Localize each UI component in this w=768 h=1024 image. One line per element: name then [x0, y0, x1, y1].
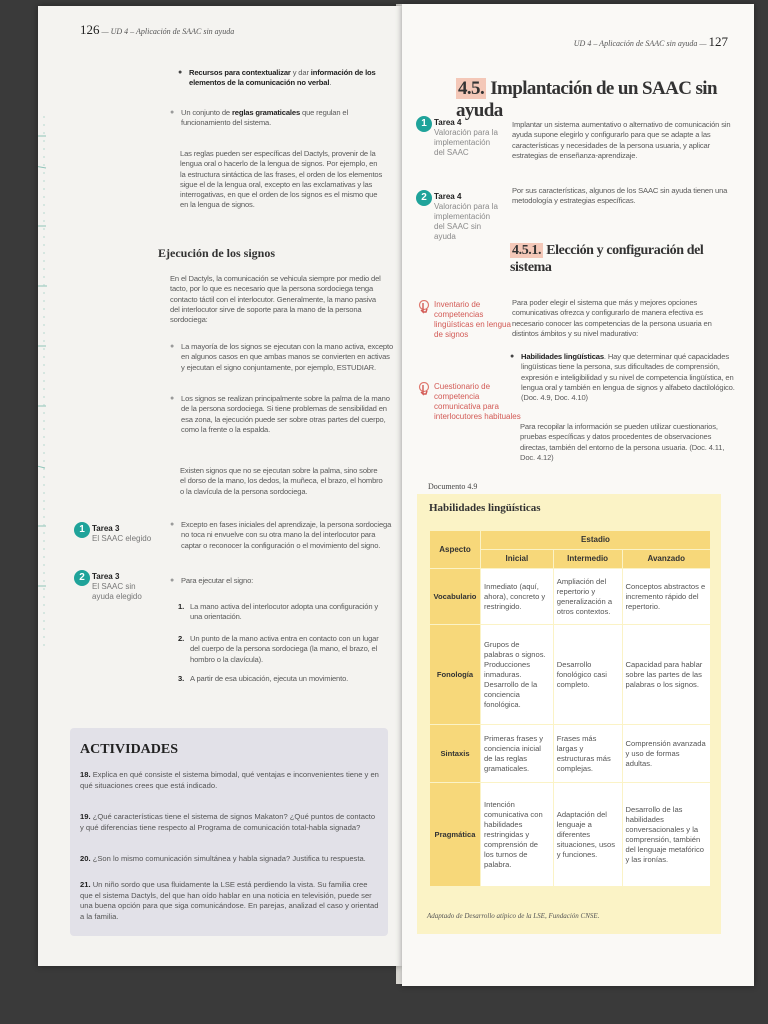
side-task-4b-sub: Valoración para la implementación del SAAC sin ayuda	[434, 202, 498, 241]
left-page-number: 126	[80, 22, 100, 37]
step-number: 1.	[178, 602, 185, 611]
side-task-4b-title: Tarea 4	[434, 192, 462, 201]
subsection-title	[510, 242, 710, 276]
task-badge-4a: 1	[416, 116, 432, 132]
subsection-title-text: Elección y configuración del sistema	[510, 243, 704, 275]
section-heading-ejecucion: Ejecución de los signos	[158, 246, 276, 260]
left-page	[38, 6, 402, 966]
table-row	[430, 569, 711, 625]
bullet-reglas-bold: reglas gramaticales	[231, 108, 301, 117]
activity-number: 18.	[80, 770, 91, 779]
task-badge-2: 2	[74, 570, 90, 586]
bullet-habilidades-text: . Hay que determinar qué capacidades lingüísticas tiene la persona, sus dificultades de comprensión, expresión e inteligibilidad y su nivel de competencia lingüística, en lengua oral y también en lengua de signos y alfabeto dactilológico. (Doc. 4.9, Doc. 4.10)	[521, 352, 735, 403]
row-header: Vocabulario	[430, 569, 481, 625]
paragraph-dactyls: En el Dactyls, la comunicación se vehicula siempre por medio del tacto, por lo que es necesario que la persona sordociega tenga contacto táctil con el interlocutor. Generalmente, la mano pasiva del interlocutor sirve de soporte para la mano de la persona sordociega:	[170, 274, 381, 325]
table-cell: Frases más largas y estructuras más complejas.	[553, 725, 622, 783]
right-page	[402, 4, 754, 986]
header-inicial: Inicial	[481, 550, 554, 569]
side-task-2-sub: El SAAC sin ayuda elegido	[92, 582, 142, 601]
side-task-4a-title: Tarea 4	[434, 118, 462, 127]
table-cell: Conceptos abstractos e incremento rápido del repertorio.	[622, 569, 711, 625]
subsection-paragraph-1: Para poder elegir el sistema que más y mejores opciones comunicativas ofrezca y configurarlo de manera efectiva es necesario conocer las competencias de la persona usuaria en distintos ámbitos y su nivel madurativo:	[512, 298, 712, 338]
table-cell: Capacidad para hablar sobre las partes de las palabras o los signos.	[622, 625, 711, 725]
step-text: La mano activa del interlocutor adopta una configuración y una orientación.	[190, 602, 379, 622]
table-cell: Desarrollo fonológico casi completo.	[553, 625, 622, 725]
section-title	[456, 78, 754, 122]
step-item	[178, 634, 384, 674]
table-header-row	[430, 531, 711, 550]
step-text: A partir de esa ubicación, ejecuta un movimiento.	[190, 674, 349, 683]
bullet-habilidades	[510, 352, 743, 403]
row-header: Sintaxis	[430, 725, 481, 783]
header-intermedio: Intermedio	[553, 550, 622, 569]
table-cell: Intención comunicativa con habilidades restringidas y comprensión de los turnos de palabra.	[481, 783, 554, 887]
step-number: 3.	[178, 674, 185, 683]
table-row	[430, 625, 711, 725]
bullet-recursos-bold1: Recursos para contextualizar	[189, 68, 291, 77]
table-row	[430, 725, 711, 783]
bullet-reglas-pre: Un conjunto de	[181, 108, 232, 117]
activity-number: 21.	[80, 880, 91, 889]
row-header: Fonología	[430, 625, 481, 725]
bullet-recursos	[178, 68, 389, 89]
bullet-reglas	[170, 108, 395, 129]
step-number: 2.	[178, 634, 185, 643]
paragraph-reglas: Las reglas pueden ser específicas del Dactyls, provenir de la lengua oral o hacerlo de la lengua de signos. Por ejemplo, en la estructura sintáctica de las frases, el orden de los elementos sigue el de la lengua oral, excepto en las exclamativas y las interrogativas, en que el orden de los signos es el mismo que en la lengua de signos.	[180, 149, 383, 210]
step-item	[178, 674, 384, 684]
bullet-recursos-end: .	[329, 78, 332, 88]
intro-paragraph-2: Por sus características, algunos de los SAAC sin ayuda tienen una metodología y estrategias específicas.	[512, 186, 728, 206]
activities-title: ACTIVIDADES	[80, 742, 179, 757]
side-task-1-title: Tarea 3	[92, 524, 120, 533]
right-running-head-text: UD 4 – Aplicación de SAAC sin ayuda —	[573, 39, 707, 48]
side-task-4a-sub: Valoración para la implementación del SAAC	[434, 128, 498, 157]
bullet-ejecutar: ● Para ejecutar el signo:	[170, 576, 395, 586]
left-running-head-text: — UD 4 – Aplicación de SAAC sin ayuda	[101, 27, 235, 36]
activity-item	[80, 770, 380, 791]
subsection-number: 4.5.1.	[512, 243, 542, 258]
activity-item	[80, 812, 380, 833]
activity-text: ¿Qué características tiene el sistema de signos Makaton? ¿Qué puntos de contacto y qué diferencias tiene respecto al Programa de comunicación total-habla signada?	[80, 812, 376, 832]
table-cell: Adaptación del lenguaje a diferentes situaciones, usos y funciones.	[553, 783, 622, 887]
habilidades-table	[429, 530, 711, 887]
header-aspecto: Aspecto	[430, 531, 481, 569]
side-task-1-sub: El SAAC elegido	[92, 534, 152, 543]
task-badge-1: 1	[74, 522, 90, 538]
document-label: Documento 4.9	[428, 482, 478, 491]
bullet-reglas-post: que regulan el funcionamiento del sistema.	[181, 108, 349, 128]
margin-pencil-marks	[38, 106, 64, 666]
bullet-mano-activa: ● La mayoría de los signos se ejecutan con la mano activa, excepto en algunos casos en que ambas manos se convierten en activas y ejecutan el signo conjuntamente, por ejemplo, ESTUDIAR.	[170, 342, 395, 373]
step-text: Un punto de la mano activa entra en contacto con un lugar del cuerpo de la persona sordociega (la mano, el brazo, el hombro o la clavícula).	[190, 634, 379, 664]
activities-box	[70, 728, 388, 936]
side-task-2	[92, 572, 152, 602]
activity-text: ¿Son lo mismo comunicación simultánea y habla signada? Justifica tu respuesta.	[92, 854, 366, 863]
hand-pointer-icon	[418, 382, 430, 398]
table-cell: Desarrollo de las habilidades conversacionales y la comprensión, también del lenguaje metafórico y las ironías.	[622, 783, 711, 887]
document-box	[417, 494, 721, 934]
step-item	[178, 602, 384, 634]
activity-text: Un niño sordo que usa fluidamente la LSE está perdiendo la vista. Su familia cree que el sistema Dactyls, del que han oído hablar en una noticia en televisión, puede ser una buena opción para que siga comunicándose. En parejas, analizad el caso y orientad a la familia.	[80, 880, 379, 921]
document-title: Habilidades lingüísticas	[429, 502, 541, 514]
row-header: Pragmática	[430, 783, 481, 887]
table-cell: Comprensión avanzada y uso de formas adultas.	[622, 725, 711, 783]
table-row	[430, 783, 711, 887]
header-avanzado: Avanzado	[622, 550, 711, 569]
bullet-recursos-bold2: información de los elementos de la comunicación no verbal	[189, 68, 376, 88]
bullet-fases-iniciales: ● Excepto en fases iniciales del aprendizaje, la persona sordociega no toca ni envuelve con su otra mano la del interlocutor para captar o reconocer la configuración o el movimiento del signo.	[170, 520, 395, 551]
table-cell: Inmediato (aquí, ahora), concreto y restringido.	[481, 569, 554, 625]
right-running-head	[574, 34, 728, 50]
side-task-2-title: Tarea 3	[92, 572, 120, 581]
side-task-1	[92, 524, 166, 544]
tool-cuestionario-label: Cuestionario de competencia comunicativa para interlocutores habituales	[434, 382, 521, 421]
task-badge-4b: 2	[416, 190, 432, 206]
intro-paragraph-1: Implantar un sistema aumentativo o alternativo de comunicación sin ayuda supone elegirlo y configurarlo para que se adapte a las características y necesidades de la persona usuaria, y aplicar estrategias de enseñanza-aprendizaje.	[512, 120, 731, 160]
table-cell: Primeras frases y conciencia inicial de las reglas gramaticales.	[481, 725, 554, 783]
section-title-text: Implantación de un SAAC sin ayuda	[456, 78, 717, 121]
activity-number: 20.	[80, 854, 91, 863]
right-page-number: 127	[708, 34, 728, 49]
side-task-4a	[434, 118, 498, 158]
bullet-habilidades-bold: Habilidades lingüísticas	[521, 352, 604, 361]
paragraph-dorso: Existen signos que no se ejecutan sobre la palma, sino sobre el dorso de la mano, los dedos, la muñeca, el brazo, el hombro o la clavícula de la persona sordociega.	[180, 466, 383, 496]
side-task-4b	[434, 192, 500, 242]
activity-text: Explica en qué consiste el sistema bimodal, qué ventajas e inconvenientes tiene y en qué situaciones crees que está indicado.	[80, 770, 379, 790]
activity-item	[80, 880, 380, 922]
bullet-palma: ● Los signos se realizan principalmente sobre la palma de la mano de la persona sordociega. Si tiene problemas de sensibilidad en esa zona, la ejecución puede ser sobre otras partes del cuerpo, como la frente o la espalda.	[170, 394, 395, 435]
header-estadio: Estadio	[481, 531, 711, 550]
subsection-paragraph-2: Para recopilar la información se pueden utilizar cuestionarios, pruebas específicas y datos procedentes de observaciones directas, también del entorno de la persona usuaria. (Doc. 4.11, Doc. 4.12)	[520, 422, 725, 462]
bullet-recursos-mid: y dar	[290, 68, 311, 77]
steps-list	[178, 602, 384, 684]
activity-item	[80, 854, 380, 865]
table-cell: Grupos de palabras o signos. Producciones inmaduras. Desarrollo de la conciencia fonológica.	[481, 625, 554, 725]
hand-pointer-icon	[418, 300, 430, 316]
section-number: 4.5.	[458, 78, 485, 99]
table-cell: Ampliación del repertorio y generalización a otros contextos.	[553, 569, 622, 625]
document-source: Adaptado de Desarrollo atípico de la LSE, Fundación CNSE.	[427, 912, 600, 920]
tool-inventario-label: Inventario de competencias lingüísticas en lengua de signos	[434, 300, 511, 339]
left-running-head	[80, 22, 234, 38]
activity-number: 19.	[80, 812, 91, 821]
